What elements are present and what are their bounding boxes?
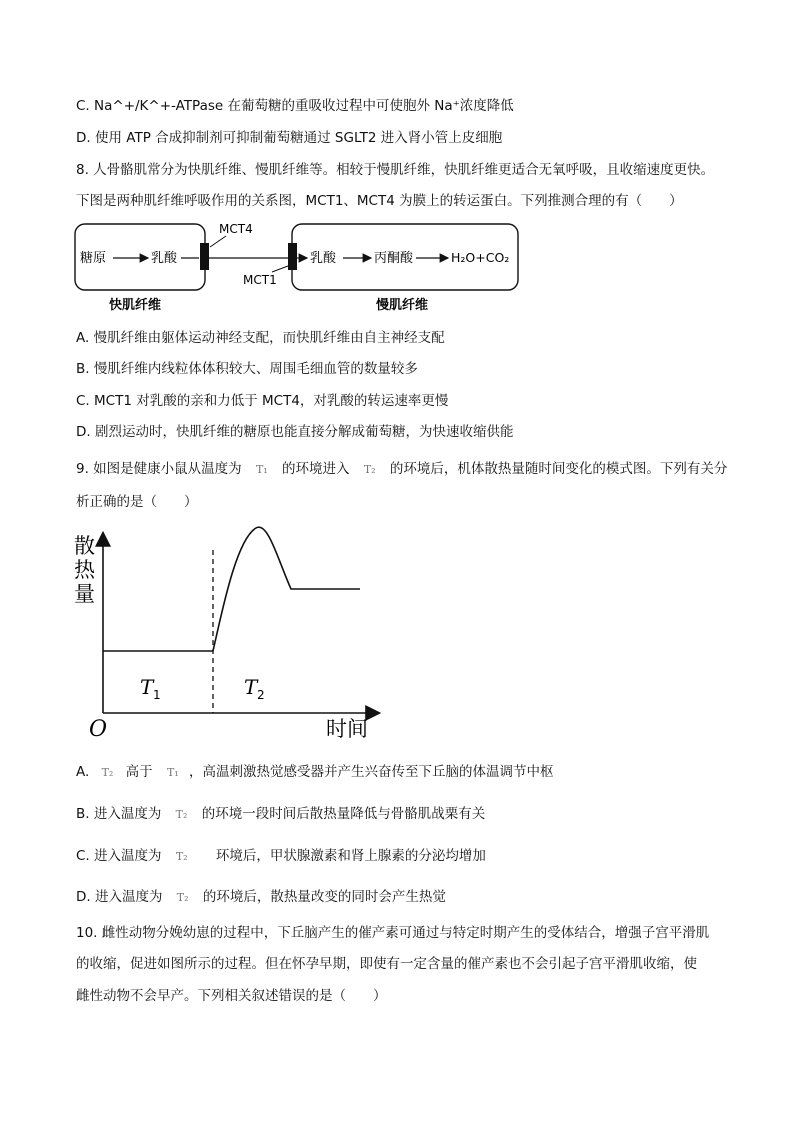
q10-stem-line3: 雌性动物不会早产。下列相关叙述错误的是（ ） <box>76 988 387 1004</box>
y-axis-label-3: 量 <box>74 582 95 606</box>
origin-label: O <box>89 717 108 742</box>
region-t1-sub: 1 <box>153 688 161 702</box>
q7-option-c: C. Na^+/K^+-ATPase 在葡萄糖的重吸收过程中可使胞外 Na⁺浓度降低 <box>76 98 514 114</box>
q9-option-c-prefix: C. 进入温度为 <box>76 848 162 864</box>
y-axis-label-1: 散 <box>74 534 95 558</box>
q9-option-b <box>76 802 485 822</box>
q9-option-c-t2: T₂ <box>175 849 188 863</box>
q9-stem-b: 的环境进入 <box>282 461 350 477</box>
q9-stem-c: 的环境后，机体散热量随时间变化的模式图。下列有关分 <box>389 461 728 477</box>
lactate-fast-label: 乳酸 <box>151 251 178 266</box>
q8-option-b: B. 慢肌纤维内线粒体体积较大、周围毛细血管的数量较多 <box>76 361 418 377</box>
q9-stem-line2: 析正确的是（ ） <box>76 494 198 510</box>
q9-stem-a: 9. 如图是健康小鼠从温度为 <box>76 461 242 477</box>
slow-fiber-label: 慢肌纤维 <box>376 298 429 313</box>
q9-option-a-post: ，高温刺激热觉感受器并产生兴奋传至下丘脑的体温调节中枢 <box>188 764 554 780</box>
q8-stem-line1: 8. 人骨骼肌常分为快肌纤维、慢肌纤维等。相较于慢肌纤维，快肌纤维更适合无氧呼吸，且收缩速度更快。 <box>76 162 715 178</box>
products-label: H₂O+CO₂ <box>451 250 510 265</box>
glycogen-label: 糖原 <box>80 251 107 266</box>
x-axis-label: 时间 <box>326 717 368 741</box>
fast-fiber-label: 快肌纤维 <box>109 298 162 313</box>
q8-option-a: A. 慢肌纤维由躯体运动神经支配，而快肌纤维由自主神经支配 <box>76 330 445 346</box>
q9-stem-t2: T₂ <box>363 462 376 476</box>
pyruvate-label: 丙酮酸 <box>374 251 414 266</box>
q10-stem-line2: 的收缩，促进如图所示的过程。但在怀孕早期，即使有一定含量的催产素也不会引起子宫平滑肌收缩，使 <box>76 956 697 972</box>
q8-stem-line2: 下图是两种肌纤维呼吸作用的关系图，MCT1、MCT4 为膜上的转运蛋白。下列推测合理的有（ ） <box>76 193 683 209</box>
q9-option-a <box>76 760 553 780</box>
q8-option-d: D. 剧烈运动时，快肌纤维的糖原也能直接分解成葡萄糖，为快速收缩供能 <box>76 424 514 440</box>
heat-curve-t2 <box>213 527 360 651</box>
lactate-slow-label: 乳酸 <box>310 251 337 266</box>
q9-option-b-t2: T₂ <box>175 807 188 821</box>
q9-option-b-prefix: B. 进入温度为 <box>76 806 162 822</box>
y-axis-label-2: 热 <box>74 558 95 582</box>
q9-option-a-mid: 高于 <box>125 764 153 780</box>
q9-option-d-t2: T₂ <box>176 890 189 904</box>
q9-option-b-post: 的环境一段时间后散热量降低与骨骼肌战栗有关 <box>201 806 486 822</box>
region-t2-main: T <box>244 675 258 699</box>
q10-stem-line1: 10. 雌性动物分娩幼崽的过程中，下丘脑产生的催产素可通过与特定时期产生的受体结合，增强子宫平滑肌 <box>76 925 710 941</box>
q9-stem-t1: T₁ <box>255 462 268 476</box>
q9-option-c <box>76 844 486 864</box>
q7-option-d: D. 使用 ATP 合成抑制剂可抑制葡萄糖通过 SGLT2 进入肾小管上皮细胞 <box>76 130 503 146</box>
region-t1-main: T <box>140 675 154 699</box>
region-t2-sub: 2 <box>257 688 265 702</box>
q9-option-a-prefix: A. <box>76 764 90 780</box>
q9-option-a-t2: T₂ <box>101 765 114 779</box>
q9-option-d-prefix: D. 进入温度为 <box>76 889 163 905</box>
mct4-label: MCT4 <box>219 222 253 236</box>
q9-option-c-post: 环境后，甲状腺激素和肾上腺素的分泌均增加 <box>215 848 486 864</box>
q8-option-c: C. MCT1 对乳酸的亲和力低于 MCT4，对乳酸的转运速率更慢 <box>76 393 449 409</box>
q9-option-a-t1: T₁ <box>166 765 179 779</box>
q9-option-d-post: 的环境后，散热量改变的同时会产生热觉 <box>202 889 446 905</box>
q9-option-d <box>76 885 446 905</box>
mct1-label: MCT1 <box>243 273 277 287</box>
